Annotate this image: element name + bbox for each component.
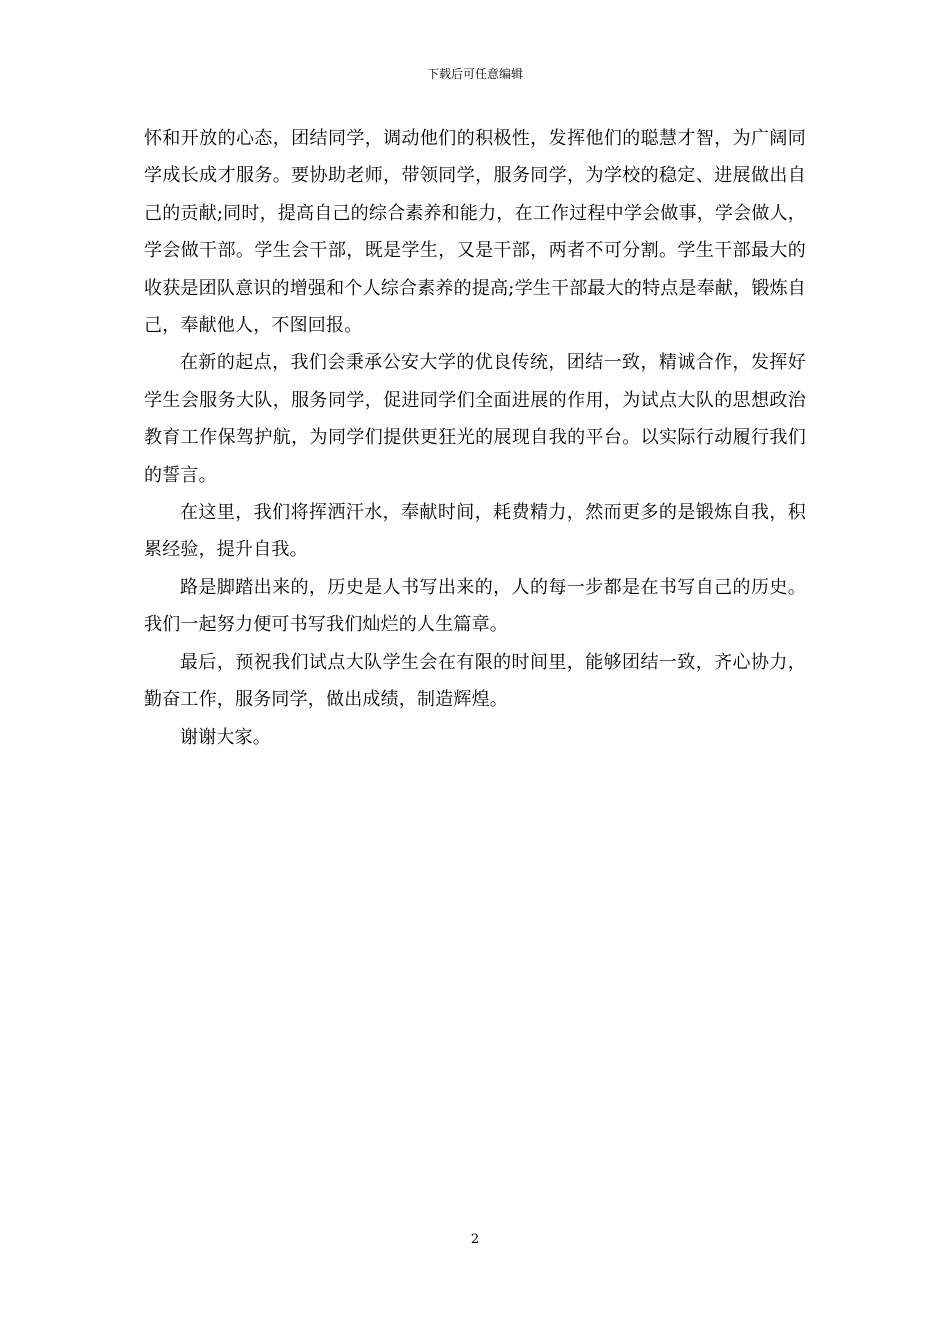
document-body [144,120,806,756]
paragraph-continuation: 怀和开放的心态，团结同学，调动他们的积极性，发挥他们的聪慧才智，为广阔同学成长成才服务。要协助老师，带领同学，服务同学，为学校的稳定、进展做出自己的贡献;同时，提高自己的综合素养和能力，在工作过程中学会做事，学会做人，学会做干部。学生会干部，既是学生，又是干部，两者不可分割。学生干部最大的收获是团队意识的增强和个人综合素养的提高;学生干部最大的特点是奉献，锻炼自己，奉献他人，不图回报。 [144,128,806,337]
paragraph-finally: 最后，预祝我们试点大队学生会在有限的时间里，能够团结一致，齐心协力，勤奋工作，服务同学，做出成绩，制造辉煌。 [144,651,806,711]
page-header: 下载后可任意编辑 [426,67,523,81]
paragraph-new-start: 在新的起点，我们会秉承公安大学的优良传统，团结一致，精诚合作，发挥好学生会服务大队，服务同学，促进同学们全面进展的作用，为试点大队的思想政治教育工作保驾护航，为同学们提供更狂光的展现自我的平台。以实际行动履行我们的誓言。 [144,352,806,486]
paragraph-road: 路是脚踏出来的，历史是人书写出来的，人的每一步都是在书写自己的历史。我们一起努力便可书写我们灿烂的人生篇章。 [144,576,806,636]
page-number: 2 [470,1232,480,1247]
paragraph-thanks: 谢谢大家。 [180,726,271,748]
paragraph-here: 在这里，我们将挥洒汗水，奉献时间，耗费精力，然而更多的是锻炼自我，积累经验，提升自我。 [144,502,806,561]
